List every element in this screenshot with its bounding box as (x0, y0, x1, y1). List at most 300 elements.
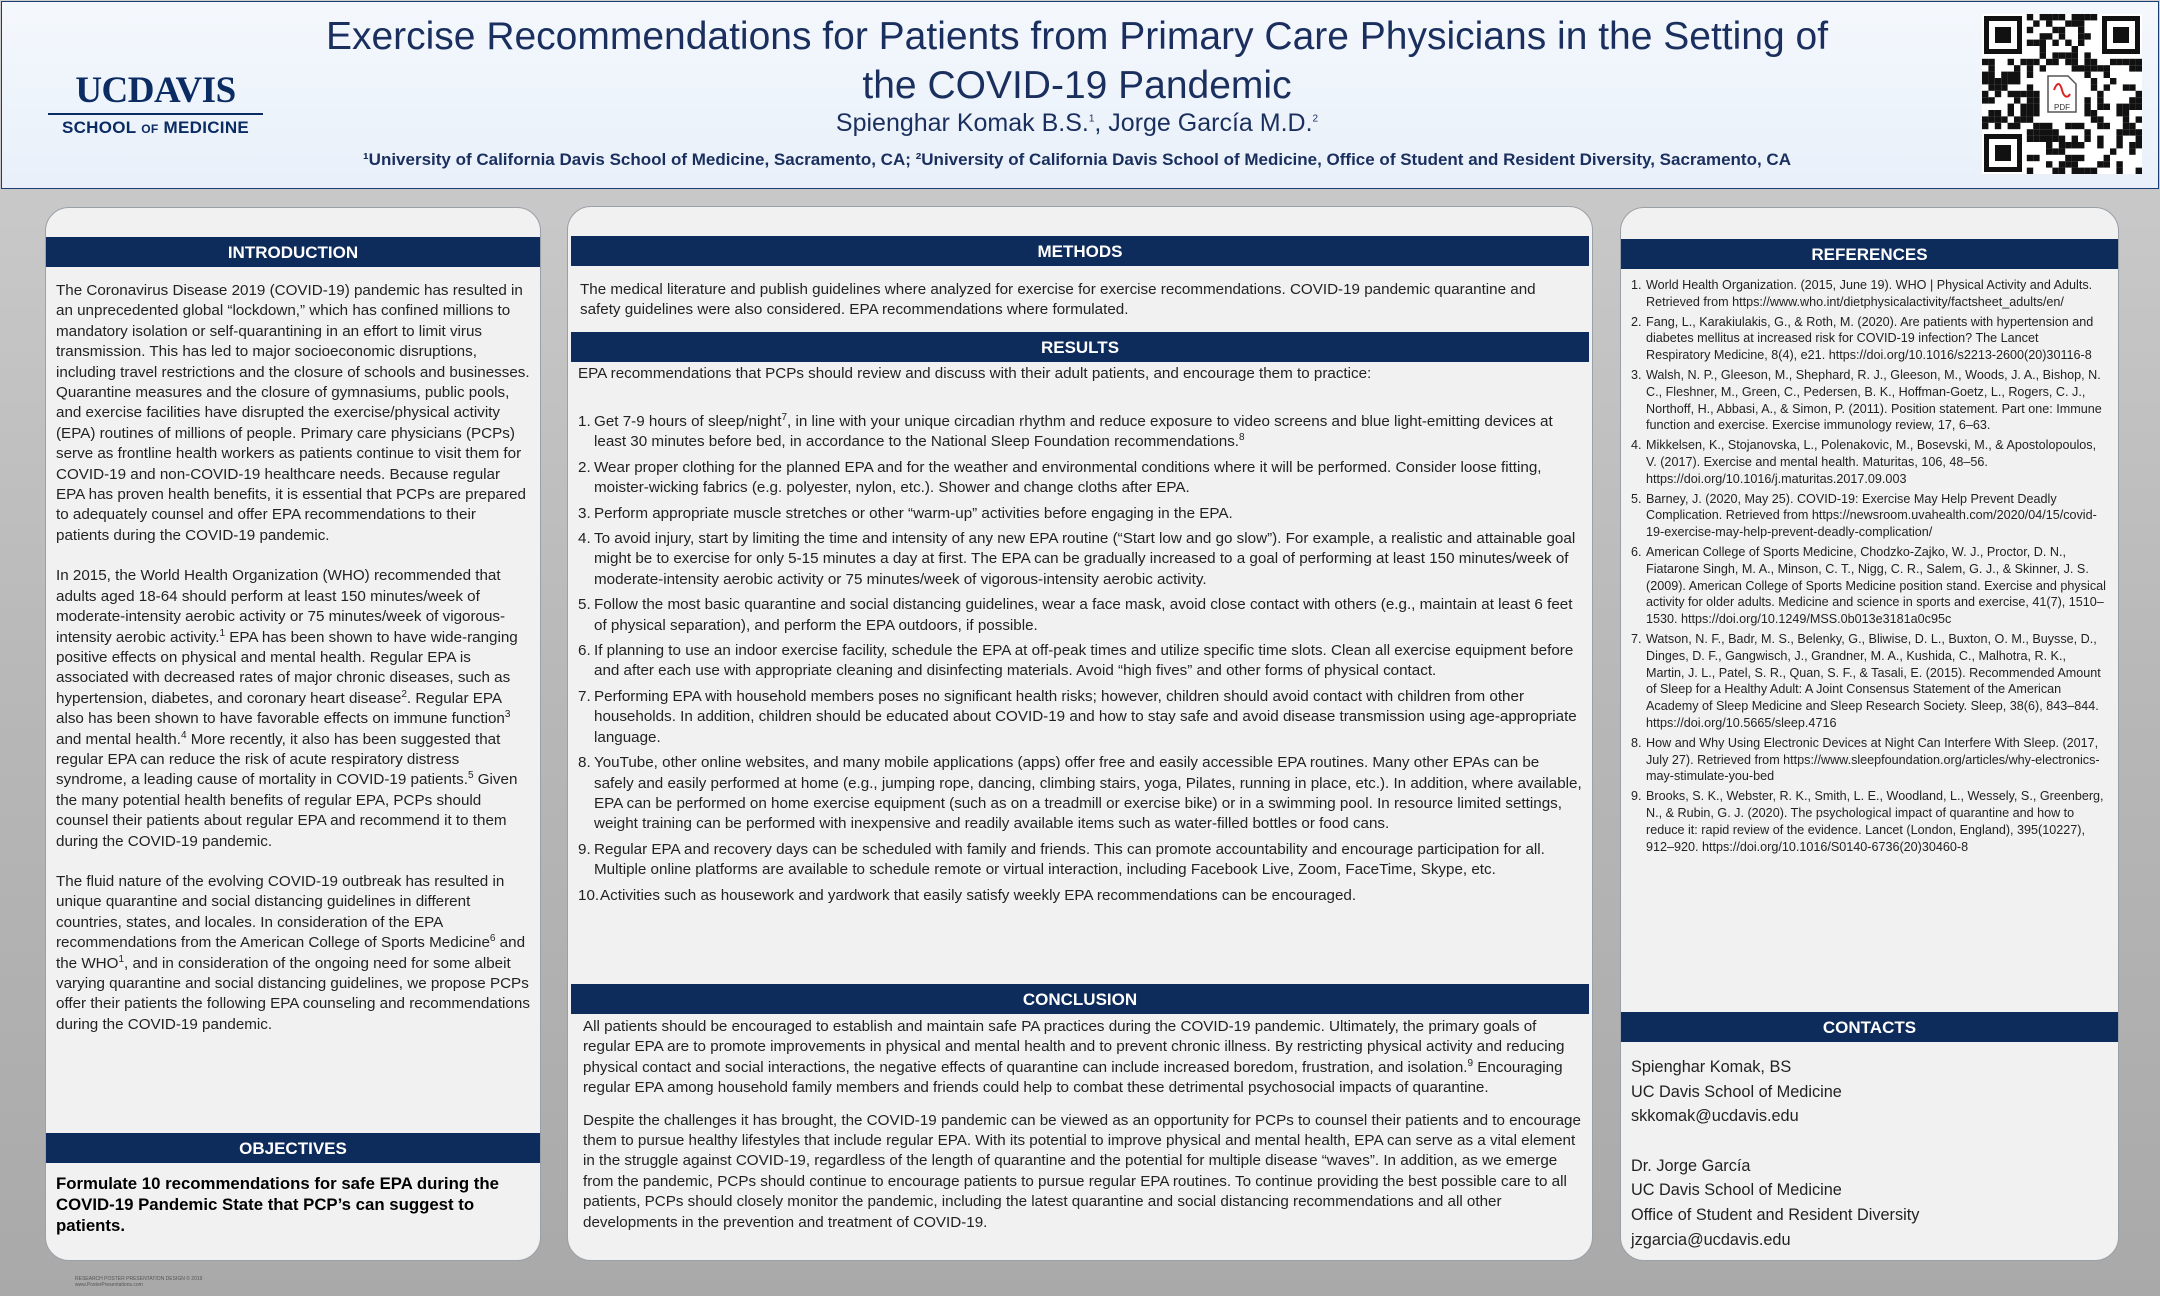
qr-module (2040, 46, 2046, 52)
reference-item (1631, 314, 2106, 364)
qr-module (2033, 91, 2039, 97)
qr-module (2040, 52, 2046, 58)
qr-module (2040, 14, 2046, 20)
result-text: Follow the most basic quarantine and social distancing guidelines, wear a face mask, avoid close contact with others (e.g., maintain at least 6 feet of physical separation), and perform the EPA outdoors, if possible. (594, 596, 1573, 634)
author-2-sup: 2 (1312, 113, 1319, 125)
poster-authors (292, 109, 1862, 138)
methods-body: The medical literature and publish guidelines where analyzed for exercise for exercise recommendations. COVID-19 pandemic quarantine and safety guidelines were also considered. EPA recommendations where formulated. (580, 281, 1536, 319)
intro-p2-text: EPA has been shown to have wide-ranging positive effects on physical and mental health. Regular EPA is associated with decreased rates of major chronic diseases, such as hypertension, diabetes, and coronary heart disease (56, 628, 518, 707)
conclusion-text-part: Encouraging regular EPA among household family members and friends could help to combat these detrimental psychosocial impacts of quarantine. (583, 1058, 1563, 1097)
conclusion-paragraph-1 (583, 1017, 1583, 1099)
result-text: YouTube, other online websites, and many mobile applications (apps) offer free and easily accessible EPA routines. Many other EPAs can be safely and easily performed at home (e.g., jumping rope, dancing, climbing stairs, yoga, Pilates, running in place, etc.). In addition, where available, EPA can be performed on home exercise equipment (such as on a treadmill or exercise bike) or in a swimming pool. In resource limited settings, weight training can be performed with inexpensive and readily available items such as water-filled bottles or food cans. (594, 754, 1582, 833)
contact-organization: UC Davis School of Medicine (1631, 1082, 1842, 1101)
qr-module (2129, 142, 2135, 148)
qr-module (2091, 65, 2097, 71)
qr-module (2129, 123, 2135, 129)
qr-module (2116, 59, 2122, 65)
qr-module (2052, 59, 2058, 65)
qr-module (2136, 91, 2142, 97)
qr-module (2014, 65, 2020, 71)
qr-module (2033, 20, 2039, 26)
qr-module (1995, 78, 2001, 84)
qr-module (2027, 136, 2033, 142)
qr-module (2052, 136, 2058, 142)
result-text-part: Get 7-9 hours of sleep/night (594, 413, 782, 430)
qr-module (2104, 123, 2110, 129)
contact-card-1 (1631, 1055, 2101, 1129)
intro-p2-text: More recently, it also has been suggested that regular EPA can reduce the risk of acute respiratory distress syndrome, a leading cause of mortality in COVID-19 patients. (56, 730, 501, 789)
qr-module (2059, 148, 2065, 154)
qr-module (2129, 84, 2135, 90)
qr-module (2008, 104, 2014, 110)
contact-organization: UC Davis School of Medicine (1631, 1181, 1842, 1200)
qr-module (2014, 91, 2020, 97)
qr-module (2065, 40, 2071, 46)
result-number: 10. (578, 886, 600, 904)
qr-module (1988, 65, 1994, 71)
reference-text: Walsh, N. P., Gleeson, M., Shephard, R. J., Gleeson, M., Woods, J. A., Bishop, N. C., Fleshner, M., Green, C., Pedersen, B. K., Hoffman-Goetz, L., Rogers, C. J., Northoff, H., Abbasi, A., & Simon, P. (2011). Position statement. Part one: Immune function and exercise. Exercise immunology review, 17, 6–63. (1646, 367, 2102, 433)
intro-paragraph-2 (56, 566, 531, 852)
qr-module (2027, 104, 2033, 110)
reference-item (1631, 631, 2106, 732)
reference-number: 8. (1631, 735, 1642, 750)
reference-number: 2. (1631, 314, 1642, 329)
qr-module (2033, 155, 2039, 161)
qr-module (2020, 104, 2026, 110)
qr-module (2027, 72, 2033, 78)
qr-module (2052, 14, 2058, 20)
qr-module (2020, 110, 2026, 116)
poster-footer (75, 1276, 202, 1288)
qr-module (2097, 161, 2103, 167)
qr-module (2104, 161, 2110, 167)
qr-module (2091, 110, 2097, 116)
qr-module (2129, 148, 2135, 154)
middle-column-panel (567, 206, 1593, 1261)
result-text: Activities such as housework and yardwork that easily satisfy weekly EPA recommendations can be encouraged. (600, 886, 1357, 904)
result-number: 1. (578, 413, 591, 430)
qr-module (2136, 65, 2142, 71)
contacts-heading: CONTACTS (1621, 1012, 2118, 1042)
result-text: To avoid injury, start by limiting the time and intensity of any new EPA routine (“Start low and go slow”). For example, a realistic and attainable goal might be to exercise for only 5-15 minutes a day at first. The EPA can be gradually increased to a goal of performing at least 150 minutes/week of moderate-intensity aerobic activity or 75 minutes/week of vigorous-intensity aerobic activity. (594, 530, 1576, 588)
reference-number: 9. (1631, 789, 1642, 804)
reference-text: Barney, J. (2020, May 25). COVID-19: Exercise May Help Prevent Deadly Complication. Retrieved from https://newsroom.uvahealth.com/2020/04/15/covid-19-exercise-may-help-prevent-deadly-complication/ (1646, 491, 2097, 540)
qr-module (2027, 14, 2033, 20)
qr-module (2136, 129, 2142, 135)
result-text: Regular EPA and recovery days can be scheduled with family and friends. This can promote accountability and encourage participation for all. Multiple online platforms are available to schedule remote or virtual interaction, including Facebook Live, Zoom, FaceTime, Skype, etc. (594, 840, 1545, 879)
qr-module (2129, 65, 2135, 71)
qr-module (2065, 155, 2071, 161)
result-text: If planning to use an indoor exercise facility, schedule the EPA at off-peak times and utilize specific time slots. Clean all exercise equipment before and after each use with appropriate cleaning and disinfecting materials. Avoid “high fives” and other forms of physical contact. (594, 642, 1574, 680)
citation-sup: 9 (1467, 1057, 1474, 1069)
qr-module (2078, 123, 2084, 129)
qr-module (2072, 59, 2078, 65)
reference-item (1631, 491, 2106, 541)
objectives-body: Formulate 10 recommendations for safe EPA during the COVID-19 Pandemic State that PCP’s can suggest to patients. (56, 1174, 499, 1235)
reference-number: 4. (1631, 438, 1642, 453)
qr-module (2104, 155, 2110, 161)
qr-code-icon[interactable] (1982, 14, 2142, 174)
intro-p2-text: In 2015, the World Health Organization (WHO) recommended that adults aged 18-64 should perform at least 150 minutes/week of moderate-intensity aerobic activity or 75 minutes/week of vigorous-intensity aerobic activity. (56, 567, 506, 646)
qr-module (2072, 161, 2078, 167)
intro-p3-text: The fluid nature of the evolving COVID-19 outbreak has resulted in unique quarantine and social distancing guidelines in different countries, states, and locales. In consideration of the EPA recommendations from the American College of Sports Medicine (56, 872, 505, 952)
author-separator: , (1094, 109, 1109, 137)
logo-davis: DAVIS (127, 70, 236, 111)
qr-module (2033, 129, 2039, 135)
qr-module (2129, 104, 2135, 110)
qr-module (2072, 168, 2078, 174)
qr-module (2097, 123, 2103, 129)
result-item (578, 886, 1583, 906)
qr-module (2008, 59, 2014, 65)
qr-module (2001, 84, 2007, 90)
qr-module (2052, 27, 2058, 33)
result-number: 9. (578, 840, 591, 858)
qr-module (2084, 97, 2090, 103)
qr-module (2014, 97, 2020, 103)
qr-module (2084, 52, 2090, 58)
qr-module (2091, 168, 2097, 174)
qr-module (2123, 116, 2129, 122)
citation-sup: 6 (489, 933, 496, 945)
contact-email-link[interactable]: skkomak@ucdavis.edu (1631, 1107, 1799, 1126)
qr-module (2052, 148, 2058, 154)
qr-module (2110, 148, 2116, 154)
qr-module (2008, 91, 2014, 97)
qr-module (2136, 168, 2142, 174)
references-heading: REFERENCES (1621, 239, 2118, 269)
citation-sup: 2 (401, 688, 407, 700)
qr-module (2078, 168, 2084, 174)
qr-module (2091, 78, 2097, 84)
qr-module (1982, 116, 1988, 122)
intro-paragraph-1: The Coronavirus Disease 2019 (COVID-19) pandemic has resulted in an unprecedented global “lockdown,” which has confined millions to mandatory isolation or self-quarantining in an effort to limit virus transmission. This has led to major socioeconomic disruptions, including travel restrictions and the closure of schools and businesses. Quarantine measures and the closure of gymnasiums, public pools, and exercise facilities have disrupted the exercise/physical activity (EPA) routines of millions of people. Primary care physicians (PCPs) serve as frontline health workers as patients continue to visit them for COVID-19 and non-COVID-19 healthcare needs. Because regular EPA has proven health benefits, it is essential that PCPs are prepared to adequately counsel and offer EPA recommendations to their patients during the COVID-19 pandemic. (56, 282, 530, 544)
qr-module (2091, 84, 2097, 90)
reference-text: Mikkelsen, K., Stojanovska, L., Polenakovic, M., Bosevski, M., & Apostolopoulos, V. (2017). Exercise and mental health. Maturitas, 106, 48–56. https://doi.org/10.1016/j.maturitas.2017.09.003 (1646, 438, 2097, 486)
poster-affiliations: ¹University of California Davis School of Medicine, Sacramento, CA; ²University of California Davis School of Medicine, Office of Student and Resident Diversity, Sacramento, CA (363, 150, 1791, 169)
qr-module (2136, 142, 2142, 148)
qr-module (2072, 52, 2078, 58)
qr-module (2104, 104, 2110, 110)
qr-module (1982, 78, 1988, 84)
qr-module (2027, 97, 2033, 103)
qr-module (2059, 136, 2065, 142)
qr-module (2078, 155, 2084, 161)
qr-module (2027, 40, 2033, 46)
qr-module (2046, 20, 2052, 26)
reference-item (1631, 367, 2106, 434)
intro-p2-text: and mental health. (56, 730, 181, 748)
qr-module (2046, 148, 2052, 154)
qr-module (2116, 142, 2122, 148)
qr-module (2052, 52, 2058, 58)
reference-text: World Health Organization. (2015, June 19). WHO | Physical Activity and Adults. Retrieved from https://www.who.int/dietphysicalactivity/factsheet_adults/en/ (1646, 278, 2093, 309)
result-item (578, 595, 1583, 636)
qr-module (2046, 33, 2052, 39)
qr-module (2033, 110, 2039, 116)
left-column-panel (45, 207, 541, 1261)
qr-module (2078, 33, 2084, 39)
result-text: Wear proper clothing for the planned EPA and for the weather and environmental conditions where it will be performed. Consider loose fitting, moister-wicking fabrics (e.g. polyester, nylon, etc.). Shower and change cloths after EPA. (594, 458, 1542, 497)
qr-module (2072, 123, 2078, 129)
qr-module (2033, 59, 2039, 65)
qr-module (2059, 33, 2065, 39)
qr-module (2072, 14, 2078, 20)
qr-module (2065, 20, 2071, 26)
reference-item (1631, 544, 2106, 628)
qr-module (2059, 27, 2065, 33)
intro-paragraph-3 (56, 872, 531, 1035)
reference-number: 1. (1631, 278, 1642, 292)
qr-module (1982, 97, 1988, 103)
qr-module (2052, 168, 2058, 174)
citation-sup: 4 (180, 729, 187, 741)
contact-email-link[interactable]: jzgarcia@ucdavis.edu (1631, 1230, 1791, 1249)
result-number: 3. (578, 504, 591, 522)
qr-module (2065, 161, 2071, 167)
contact-card-2 (1631, 1154, 2101, 1252)
reference-text: Watson, N. F., Badr, M. S., Belenky, G., Bliwise, D. L., Buxton, O. M., Buysse, D., Dinges, D. F., Gangwisch, J., Grandner, M. A., Kushida, C., Malhotra, R. K., Martin, J. L., Patel, S. R., Quan, S. F., & Tasali, E. (2015). Recommended Amount of Sleep for a Healthy Adult: A Joint Consensus Statement of the American Academy of Sleep Medicine and Sleep Research Society. Sleep, 38(6), 843–844. https://doi.org/10.5665/sleep.4716 (1646, 631, 2101, 730)
objectives-heading: OBJECTIVES (46, 1133, 540, 1163)
qr-module (2027, 110, 2033, 116)
qr-module (2084, 136, 2090, 142)
qr-module (2020, 116, 2026, 122)
qr-module (2084, 59, 2090, 65)
qr-module (2123, 104, 2129, 110)
qr-module (2008, 110, 2014, 116)
author-1: Spienghar Komak B.S. (835, 109, 1089, 137)
qr-module (2065, 59, 2071, 65)
citation-sup: 1 (219, 627, 226, 639)
result-number: 2. (578, 458, 591, 476)
reference-text: Fang, L., Karakiulakis, G., & Roth, M. (2020). Are patients with hypertension and diabetes mellitus at increased risk for COVID-19 infection? The Lancet Respiratory Medicine, 8(4), e21. https://doi.org/10.1016/s2213-2600(20)30116-8 (1646, 314, 2094, 363)
qr-module (1982, 72, 1988, 78)
reference-item (1631, 437, 2106, 487)
qr-module (1995, 123, 2001, 129)
qr-module (2097, 97, 2103, 103)
methods-heading: METHODS (571, 236, 1589, 266)
qr-module (2065, 123, 2071, 129)
qr-module (2084, 104, 2090, 110)
qr-module (2040, 136, 2046, 142)
qr-module (2052, 129, 2058, 135)
contact-name: Dr. Jorge García (1631, 1156, 1751, 1175)
qr-module (2097, 142, 2103, 148)
reference-item (1631, 735, 2106, 785)
qr-module (1988, 84, 1994, 90)
qr-module (2033, 123, 2039, 129)
qr-module (2078, 142, 2084, 148)
qr-module (2097, 65, 2103, 71)
qr-module (2072, 46, 2078, 52)
qr-pdf-label: PDF (2054, 103, 2070, 112)
title-line-2: the COVID-19 Pandemic (862, 64, 1292, 107)
qr-module (2078, 27, 2084, 33)
qr-module (2008, 123, 2014, 129)
qr-module (2123, 110, 2129, 116)
qr-module (1988, 59, 1994, 65)
qr-module (2116, 136, 2122, 142)
qr-module (2046, 14, 2052, 20)
result-number: 6. (578, 642, 591, 660)
qr-module (2027, 91, 2033, 97)
qr-module (2116, 110, 2122, 116)
intro-p3-text: , and in consideration of the ongoing need for some albeit varying quarantine and social distancing guidelines, we propose PCPs offer their patients the following EPA counseling and recommendations during the COVID-19 pandemic. (56, 954, 530, 1033)
qr-module (2123, 123, 2129, 129)
qr-module (2027, 84, 2033, 90)
qr-module (2084, 14, 2090, 20)
qr-module (2072, 155, 2078, 161)
reference-text: How and Why Using Electronic Devices at Night Can Interfere With Sleep. (2017, July 27). Retrieved from https://www.sleepfoundation.org/articles/why-electronics-may-stimulate-you-bed (1646, 735, 2100, 784)
qr-module (2116, 129, 2122, 135)
qr-module (2116, 161, 2122, 167)
qr-module (2046, 136, 2052, 142)
result-text: Performing EPA with household members poses no significant health risks; however, children should avoid contact with children from other households. In addition, children should be educated about COVID-19 and how to stay safe and avoid disease transmission using age-appropriate language. (594, 687, 1577, 746)
qr-module (1988, 116, 1994, 122)
qr-module (2027, 27, 2033, 33)
title-line-1: Exercise Recommendations for Patients from Primary Care Physicians in the Setting of (325, 15, 1829, 58)
qr-module (1995, 84, 2001, 90)
qr-module (2072, 65, 2078, 71)
qr-code-graphic (1982, 14, 2142, 174)
qr-module (2040, 40, 2046, 46)
author-2: Jorge García M.D. (1108, 109, 1313, 137)
qr-module (1982, 91, 1988, 97)
qr-module (2008, 78, 2014, 84)
qr-module (2020, 91, 2026, 97)
qr-module (2065, 142, 2071, 148)
qr-module (2033, 136, 2039, 142)
logo-medicine: MEDICINE (163, 118, 250, 137)
qr-module (1988, 110, 1994, 116)
qr-module (1995, 116, 2001, 122)
qr-module (2097, 91, 2103, 97)
qr-module (2052, 40, 2058, 46)
qr-module (2046, 161, 2052, 167)
result-item (578, 504, 1583, 524)
citation-sup: 3 (504, 709, 511, 721)
qr-module (2104, 84, 2110, 90)
footer-line-1: RESEARCH POSTER PRESENTATION DESIGN © 2019 (75, 1276, 203, 1282)
qr-module (1988, 78, 1994, 84)
reference-number: 7. (1631, 631, 1642, 646)
qr-module (2084, 129, 2090, 135)
qr-module (2008, 72, 2014, 78)
reference-number: 3. (1631, 367, 1642, 382)
conclusion-paragraph-2: Despite the challenges it has brought, the COVID-19 pandemic can be viewed as an opportunity for PCPs to counsel their patients and to encourage them to pursue healthy lifestyles that include regular EPA. With its potential to improve physical and mental health, EPA can serve as a vital element in the struggle against COVID-19, regardless of the length of quarantine and the potential for multiple disease “waves”. In addition, as we emerge from the pandemic, PCPs should continue to encourage patients to pursue regular EPA routines. To continue providing the best possible care to all patients, PCPs should closely monitor the pandemic, including the latest quarantine and social distancing recommendations and all other developments in the prevention and treatment of COVID-19. (583, 1111, 1581, 1231)
qr-module (2059, 52, 2065, 58)
qr-module (2033, 104, 2039, 110)
qr-module (2059, 161, 2065, 167)
conclusion-body (583, 1017, 1583, 1245)
qr-module (2072, 20, 2078, 26)
contact-office: Office of Student and Resident Diversity (1631, 1205, 1920, 1224)
qr-module (2084, 65, 2090, 71)
result-item (578, 412, 1583, 453)
reference-number: 6. (1631, 544, 1642, 559)
qr-module (1982, 59, 1988, 65)
qr-module (2014, 123, 2020, 129)
conclusion-heading: CONCLUSION (571, 984, 1589, 1014)
qr-module (2014, 72, 2020, 78)
conclusion-text-part: All patients should be encouraged to establish and maintain safe PA practices during the COVID-19 pandemic. Ultimately, the primary goals of regular EPA are to promote improvements in physical and mental health and to prevent chronic illness. By restricting physical activity and reducing physical contact and social interactions, the negative effects of quarantine can include increased boredom, frustration, and isolation. (583, 1018, 1565, 1076)
qr-module (2084, 33, 2090, 39)
qr-module (2059, 14, 2065, 20)
logo-school: SCHOOL (61, 118, 137, 137)
qr-module (2078, 14, 2084, 20)
qr-module (2116, 168, 2122, 174)
qr-module (2078, 40, 2084, 46)
qr-module (2014, 116, 2020, 122)
qr-module (2110, 78, 2116, 84)
qr-module (2040, 65, 2046, 71)
qr-module (2027, 65, 2033, 71)
reference-text: American College of Sports Medicine, Chodzko-Zajko, W. J., Proctor, D. N., Fiatarone Singh, M. A., Minson, C. T., Nigg, C. R., Salem, G. J., & Skinner, J. S. (2009). American College of Sports Medicine position stand. Exercise and physical activity for older adults. Medicine and science in sports and exercise, 41(7), 1510–1530. https://doi.org/10.1249/MSS.0b013e3181a0c95c (1646, 544, 2106, 627)
contact-name: Spienghar Komak, BS (1631, 1058, 1792, 1076)
poster-header (1, 1, 2159, 189)
qr-module (2046, 142, 2052, 148)
qr-module (2110, 59, 2116, 65)
qr-module (1988, 97, 1994, 103)
qr-module (2136, 97, 2142, 103)
qr-module (2001, 116, 2007, 122)
citation-sup: 8 (1239, 432, 1245, 444)
result-text (594, 412, 1583, 453)
qr-module (1995, 91, 2001, 97)
reference-item (1631, 788, 2106, 855)
qr-module (2040, 129, 2046, 135)
qr-module (2116, 104, 2122, 110)
qr-module (2123, 59, 2129, 65)
qr-module (2097, 104, 2103, 110)
footer-line-2: www.PosterPresentations.com (75, 1282, 143, 1288)
citation-sup: 1 (118, 953, 125, 965)
qr-module (2027, 129, 2033, 135)
qr-module (2072, 142, 2078, 148)
qr-module (2084, 72, 2090, 78)
result-item (578, 641, 1583, 682)
references-list (1631, 277, 2106, 858)
qr-module (2129, 59, 2135, 65)
contacts-body (1631, 1055, 2101, 1261)
introduction-body (56, 281, 531, 1055)
result-number: 5. (578, 596, 591, 614)
reference-item (1631, 277, 2106, 311)
qr-module (1982, 123, 1988, 129)
qr-module (2027, 155, 2033, 161)
result-item (578, 840, 1583, 881)
logo-of: OF (141, 122, 159, 136)
qr-module (2046, 59, 2052, 65)
result-number: 8. (578, 754, 591, 772)
qr-module (2091, 116, 2097, 122)
qr-module (1988, 72, 1994, 78)
right-column-panel (1620, 207, 2119, 1261)
citation-sup: 7 (781, 411, 787, 423)
result-item (578, 753, 1583, 835)
qr-module (2027, 168, 2033, 174)
qr-module (2046, 123, 2052, 129)
results-heading: RESULTS (571, 332, 1589, 362)
qr-module (2104, 72, 2110, 78)
qr-module (2059, 142, 2065, 148)
qr-module (2027, 116, 2033, 122)
logo-rule (48, 113, 263, 115)
result-item (578, 529, 1583, 590)
qr-module (2072, 136, 2078, 142)
qr-module (2084, 168, 2090, 174)
qr-module (2078, 65, 2084, 71)
